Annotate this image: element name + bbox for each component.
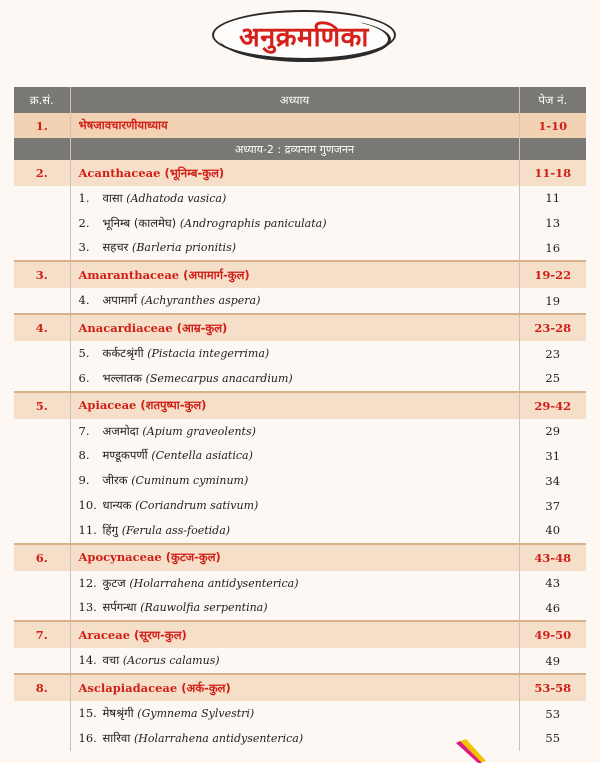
herb-hindi-name: अजमोदा bbox=[102, 423, 139, 438]
chapter-heading: अध्याय-2 : द्रव्यनाम गुणजनन bbox=[70, 138, 519, 160]
herb-row bbox=[14, 648, 586, 674]
family-pages: 49-50 bbox=[519, 621, 586, 648]
herb-scientific-name: (Semecarpus anacardium) bbox=[145, 371, 293, 385]
herb-hindi-name: कुटज bbox=[102, 575, 126, 590]
herb-page: 11 bbox=[519, 186, 586, 211]
herb-number: 7. bbox=[78, 423, 90, 438]
herb-number: 12. bbox=[78, 575, 97, 590]
page-title: अनुक्रमणिका bbox=[239, 21, 369, 53]
herb-hindi-name: वचा bbox=[102, 653, 120, 668]
herb-number: 9. bbox=[78, 473, 90, 488]
herb-scientific-name: (Holarrahena antidysenterica) bbox=[133, 731, 304, 745]
section-row bbox=[14, 113, 586, 138]
herb-page: 55 bbox=[519, 726, 586, 751]
herb-scientific-name: (Holarrahena antidysenterica) bbox=[129, 576, 299, 590]
herb-scientific-name: (Pistacia integerrima) bbox=[147, 347, 270, 361]
family-pages: 53-58 bbox=[519, 674, 586, 701]
family-pages: 43-48 bbox=[519, 544, 586, 571]
herb-row bbox=[14, 236, 586, 262]
herb-page: 31 bbox=[519, 444, 586, 469]
herb-row bbox=[14, 211, 586, 236]
herb-entry bbox=[70, 571, 519, 596]
family-number: 4. bbox=[14, 314, 70, 341]
family-latin: Anacardiaceae bbox=[78, 320, 173, 335]
herb-number: 5. bbox=[78, 346, 90, 361]
herb-row bbox=[14, 444, 586, 469]
family-row bbox=[14, 314, 586, 341]
herb-hindi-name: सारिवा bbox=[102, 730, 131, 745]
family-number: 2. bbox=[14, 160, 70, 186]
herb-row-blank bbox=[14, 186, 70, 211]
herb-row-blank bbox=[14, 493, 70, 518]
header-number: क्र.सं. bbox=[14, 87, 70, 113]
corner-decoration bbox=[456, 739, 486, 763]
family-row bbox=[14, 674, 586, 701]
herb-scientific-name: (Adhatoda vasica) bbox=[126, 191, 227, 205]
herb-entry bbox=[70, 186, 519, 211]
herb-entry bbox=[70, 648, 519, 674]
family-number: 8. bbox=[14, 674, 70, 701]
herb-scientific-name: (Andrographis paniculata) bbox=[179, 216, 327, 230]
herb-row-blank bbox=[14, 726, 70, 751]
family-pages: 29-42 bbox=[519, 392, 586, 419]
herb-number: 3. bbox=[78, 240, 90, 255]
herb-entry bbox=[70, 518, 519, 544]
herb-entry bbox=[70, 444, 519, 469]
family-name bbox=[70, 261, 519, 288]
herb-row-blank bbox=[14, 648, 70, 674]
herb-page: 53 bbox=[519, 701, 586, 726]
herb-row-blank bbox=[14, 366, 70, 392]
herb-row-blank bbox=[14, 468, 70, 493]
herb-hindi-name: सहचर bbox=[102, 240, 129, 255]
herb-row-blank bbox=[14, 701, 70, 726]
family-number: 7. bbox=[14, 621, 70, 648]
family-hindi: (सूरण-कुल) bbox=[134, 627, 187, 642]
herb-scientific-name: (Ferula ass-foetida) bbox=[121, 523, 231, 537]
section-number: 1. bbox=[14, 113, 70, 138]
contents-table bbox=[14, 87, 586, 751]
herb-row-blank bbox=[14, 419, 70, 444]
herb-hindi-name: धान्यक bbox=[102, 498, 132, 513]
family-latin: Asclapiadaceae bbox=[78, 680, 178, 695]
herb-row bbox=[14, 419, 586, 444]
family-name bbox=[70, 160, 519, 186]
family-latin: Apocynaceae bbox=[78, 550, 162, 565]
herb-entry bbox=[70, 726, 519, 751]
family-row bbox=[14, 261, 586, 288]
herb-hindi-name: अपामार्ग bbox=[102, 293, 138, 308]
herb-page: 13 bbox=[519, 211, 586, 236]
herb-entry bbox=[70, 236, 519, 262]
herb-row bbox=[14, 571, 586, 596]
chapter-heading-blank-page bbox=[519, 138, 586, 160]
herb-page: 34 bbox=[519, 468, 586, 493]
herb-scientific-name: (Achyranthes aspera) bbox=[140, 294, 261, 308]
chapter-heading-blank bbox=[14, 138, 70, 160]
herb-number: 15. bbox=[78, 706, 97, 721]
header-chapter: अध्याय bbox=[70, 87, 519, 113]
herb-scientific-name: (Barleria prionitis) bbox=[132, 241, 237, 255]
herb-row bbox=[14, 493, 586, 518]
herb-entry bbox=[70, 493, 519, 518]
header-page: पेज नं. bbox=[519, 87, 586, 113]
herb-entry bbox=[70, 211, 519, 236]
herb-row-blank bbox=[14, 288, 70, 314]
herb-hindi-name: भल्लातक bbox=[102, 370, 142, 385]
herb-scientific-name: (Rauwolfia serpentina) bbox=[140, 601, 268, 615]
family-latin: Acanthaceae bbox=[78, 165, 161, 180]
family-hindi: (अपामार्ग-कुल) bbox=[183, 267, 250, 282]
family-name bbox=[70, 544, 519, 571]
herb-hindi-name: मण्डूकपर्णी bbox=[102, 448, 148, 463]
herb-row-blank bbox=[14, 236, 70, 262]
herb-entry bbox=[70, 366, 519, 392]
herb-page: 37 bbox=[519, 493, 586, 518]
herb-row bbox=[14, 366, 586, 392]
herb-number: 14. bbox=[78, 653, 97, 668]
herb-page: 29 bbox=[519, 419, 586, 444]
herb-row bbox=[14, 596, 586, 622]
family-hindi: (अर्क-कुल) bbox=[181, 680, 231, 695]
herb-number: 13. bbox=[78, 600, 97, 615]
table-header bbox=[14, 87, 586, 113]
family-latin: Amaranthaceae bbox=[78, 267, 180, 282]
herb-number: 1. bbox=[78, 190, 90, 205]
herb-row bbox=[14, 468, 586, 493]
herb-row bbox=[14, 726, 586, 751]
family-hindi: (शतपुष्पा-कुल) bbox=[140, 398, 207, 413]
herb-row bbox=[14, 518, 586, 544]
family-number: 3. bbox=[14, 261, 70, 288]
herb-entry bbox=[70, 341, 519, 366]
herb-page: 40 bbox=[519, 518, 586, 544]
herb-number: 10. bbox=[78, 498, 97, 513]
family-pages: 23-28 bbox=[519, 314, 586, 341]
herb-scientific-name: (Gymnema Sylvestri) bbox=[137, 707, 255, 721]
herb-row-blank bbox=[14, 596, 70, 622]
herb-row bbox=[14, 186, 586, 211]
herb-number: 6. bbox=[78, 370, 90, 385]
herb-hindi-name: मेषश्रृंगी bbox=[102, 706, 134, 721]
herb-entry bbox=[70, 701, 519, 726]
herb-hindi-name: वासा bbox=[102, 190, 123, 205]
herb-row bbox=[14, 288, 586, 314]
herb-entry bbox=[70, 419, 519, 444]
family-hindi: (कुटज-कुल) bbox=[165, 550, 221, 565]
family-name bbox=[70, 674, 519, 701]
title-badge bbox=[212, 10, 396, 60]
family-number: 6. bbox=[14, 544, 70, 571]
family-row bbox=[14, 621, 586, 648]
section-title: भेषजावचारणीयाध्याय bbox=[70, 113, 519, 138]
herb-entry bbox=[70, 288, 519, 314]
family-name bbox=[70, 314, 519, 341]
family-number: 5. bbox=[14, 392, 70, 419]
herb-row-blank bbox=[14, 341, 70, 366]
herb-page: 19 bbox=[519, 288, 586, 314]
family-name bbox=[70, 392, 519, 419]
family-row bbox=[14, 392, 586, 419]
herb-page: 43 bbox=[519, 571, 586, 596]
herb-hindi-name: भूनिम्ब (कालमेघ) bbox=[102, 215, 177, 230]
herb-row bbox=[14, 701, 586, 726]
section-pages: 1-10 bbox=[519, 113, 586, 138]
herb-row-blank bbox=[14, 571, 70, 596]
herb-row-blank bbox=[14, 444, 70, 469]
family-row bbox=[14, 160, 586, 186]
herb-number: 16. bbox=[78, 730, 97, 745]
herb-number: 4. bbox=[78, 293, 90, 308]
family-latin: Araceae bbox=[78, 627, 131, 642]
family-hindi: (आम्र-कुल) bbox=[176, 320, 228, 335]
herb-scientific-name: (Coriandrum sativum) bbox=[135, 499, 259, 513]
family-row bbox=[14, 544, 586, 571]
herb-hindi-name: कर्कटश्रृंगी bbox=[102, 346, 144, 361]
herb-hindi-name: जीरक bbox=[102, 473, 128, 488]
chapter-heading-row bbox=[14, 138, 586, 160]
herb-hindi-name: हिंगु bbox=[102, 522, 119, 537]
family-pages: 11-18 bbox=[519, 160, 586, 186]
herb-scientific-name: (Apium graveolents) bbox=[142, 424, 256, 438]
herb-page: 16 bbox=[519, 236, 586, 262]
herb-page: 46 bbox=[519, 596, 586, 622]
family-hindi: (भूनिम्ब-कुल) bbox=[164, 165, 225, 180]
herb-scientific-name: (Acorus calamus) bbox=[122, 654, 220, 668]
herb-entry bbox=[70, 468, 519, 493]
herb-page: 25 bbox=[519, 366, 586, 392]
herb-scientific-name: (Cuminum cyminum) bbox=[131, 474, 249, 488]
family-name bbox=[70, 621, 519, 648]
herb-row-blank bbox=[14, 211, 70, 236]
herb-entry bbox=[70, 596, 519, 622]
herb-scientific-name: (Centella asiatica) bbox=[151, 449, 253, 463]
herb-number: 2. bbox=[78, 215, 90, 230]
herb-page: 23 bbox=[519, 341, 586, 366]
herb-row bbox=[14, 341, 586, 366]
herb-hindi-name: सर्पगन्धा bbox=[102, 600, 137, 615]
herb-number: 8. bbox=[78, 448, 90, 463]
family-pages: 19-22 bbox=[519, 261, 586, 288]
herb-number: 11. bbox=[78, 522, 97, 537]
herb-page: 49 bbox=[519, 648, 586, 674]
herb-row-blank bbox=[14, 518, 70, 544]
family-latin: Apiaceae bbox=[78, 398, 137, 413]
